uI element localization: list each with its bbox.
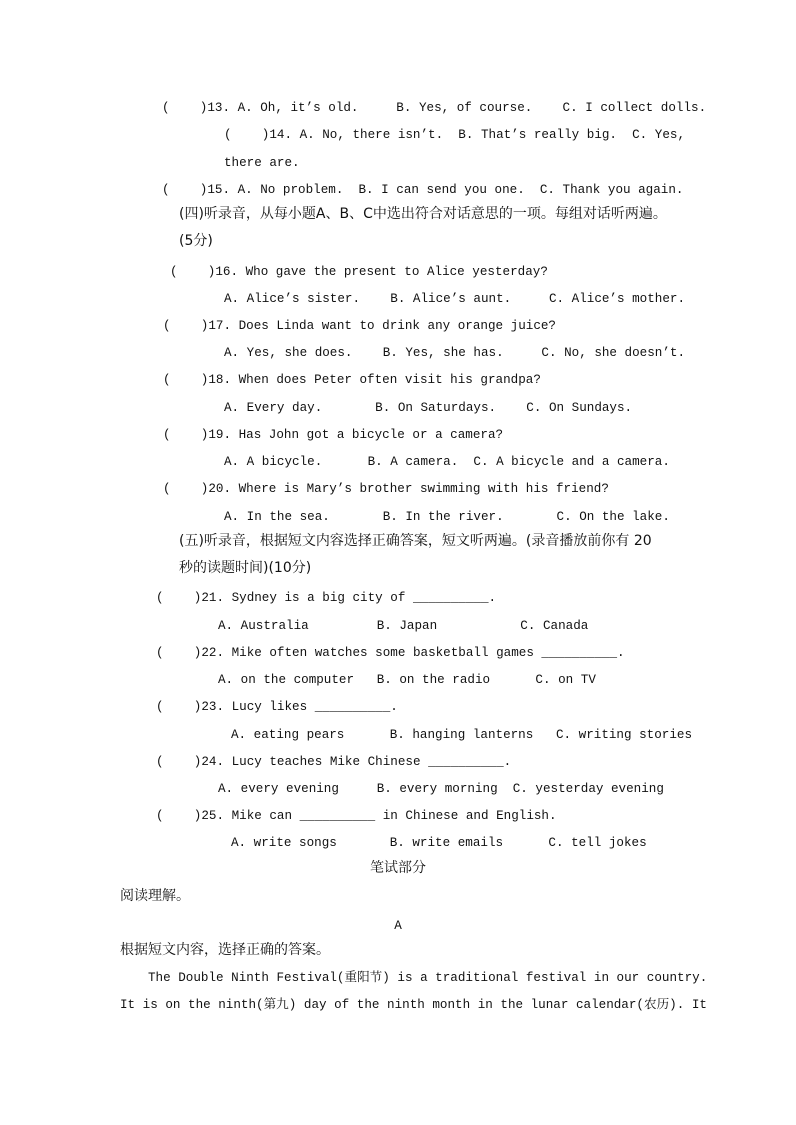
question-25-options: A. write songs B. write emails C. tell jokes [231,836,647,850]
question-21-options: A. Australia B. Japan C. Canada [218,619,589,633]
question-22: ( )22. Mike often watches some basketball games __________. [156,646,625,660]
question-18: ( )18. When does Peter often visit his grandpa? [163,373,541,387]
passage-line-2: It is on the ninth(第九) day of the ninth month in the lunar calendar(农历). It [120,998,707,1012]
question-22-options: A. on the computer B. on the radio C. on TV [218,673,596,687]
question-17-options: A. Yes, she does. B. Yes, she has. C. No, she doesn’t. [224,346,686,360]
question-16: ( )16. Who gave the present to Alice yesterday? [170,265,548,279]
question-23-options: A. eating pears B. hanging lanterns C. writing stories [231,728,693,742]
question-24-options: A. every evening B. every morning C. yesterday evening [218,782,664,796]
question-20: ( )20. Where is Mary’s brother swimming with his friend? [163,482,609,496]
question-14-cont: there are. [224,156,300,170]
passage-line-1: The Double Ninth Festival(重阳节) is a traditional festival in our country. [148,971,708,985]
reading-title: 阅读理解。 [120,888,190,904]
section-4-instruction: (四)听录音，从每小题A、B、C中选出符合对话意思的一项。每组对话听两遍。 [179,206,667,222]
question-16-options: A. Alice’s sister. B. Alice’s aunt. C. Alice’s mother. [224,292,686,306]
question-17: ( )17. Does Linda want to drink any orange juice? [163,319,556,333]
section-5-time: 秒的读题时间)(10分) [179,560,312,576]
question-19: ( )19. Has John got a bicycle or a camera? [163,428,504,442]
passage-instruction: 根据短文内容，选择正确的答案。 [120,942,330,958]
section-4-points: (5分) [179,233,213,249]
question-20-options: A. In the sea. B. In the river. C. On the lake. [224,510,670,524]
written-section-title: 笔试部分 [370,860,426,876]
question-18-options: A. Every day. B. On Saturdays. C. On Sundays. [224,401,633,415]
question-15: ( )15. A. No problem. B. I can send you one. C. Thank you again. [162,183,684,197]
section-5-instruction: (五)听录音，根据短文内容选择正确答案，短文听两遍。(录音播放前你有 20 [179,533,652,549]
question-14: ( )14. A. No, there isn’t. B. That’s really big. C. Yes, [224,128,686,142]
question-24: ( )24. Lucy teaches Mike Chinese __________. [156,755,512,769]
question-13: ( )13. A. Oh, it’s old. B. Yes, of course. C. I collect dolls. [162,101,707,115]
passage-label: A [394,919,402,933]
question-19-options: A. A bicycle. B. A camera. C. A bicycle and a camera. [224,455,670,469]
question-25: ( )25. Mike can __________ in Chinese and English. [156,809,557,823]
question-21: ( )21. Sydney is a big city of __________. [156,591,497,605]
question-23: ( )23. Lucy likes __________. [156,700,398,714]
